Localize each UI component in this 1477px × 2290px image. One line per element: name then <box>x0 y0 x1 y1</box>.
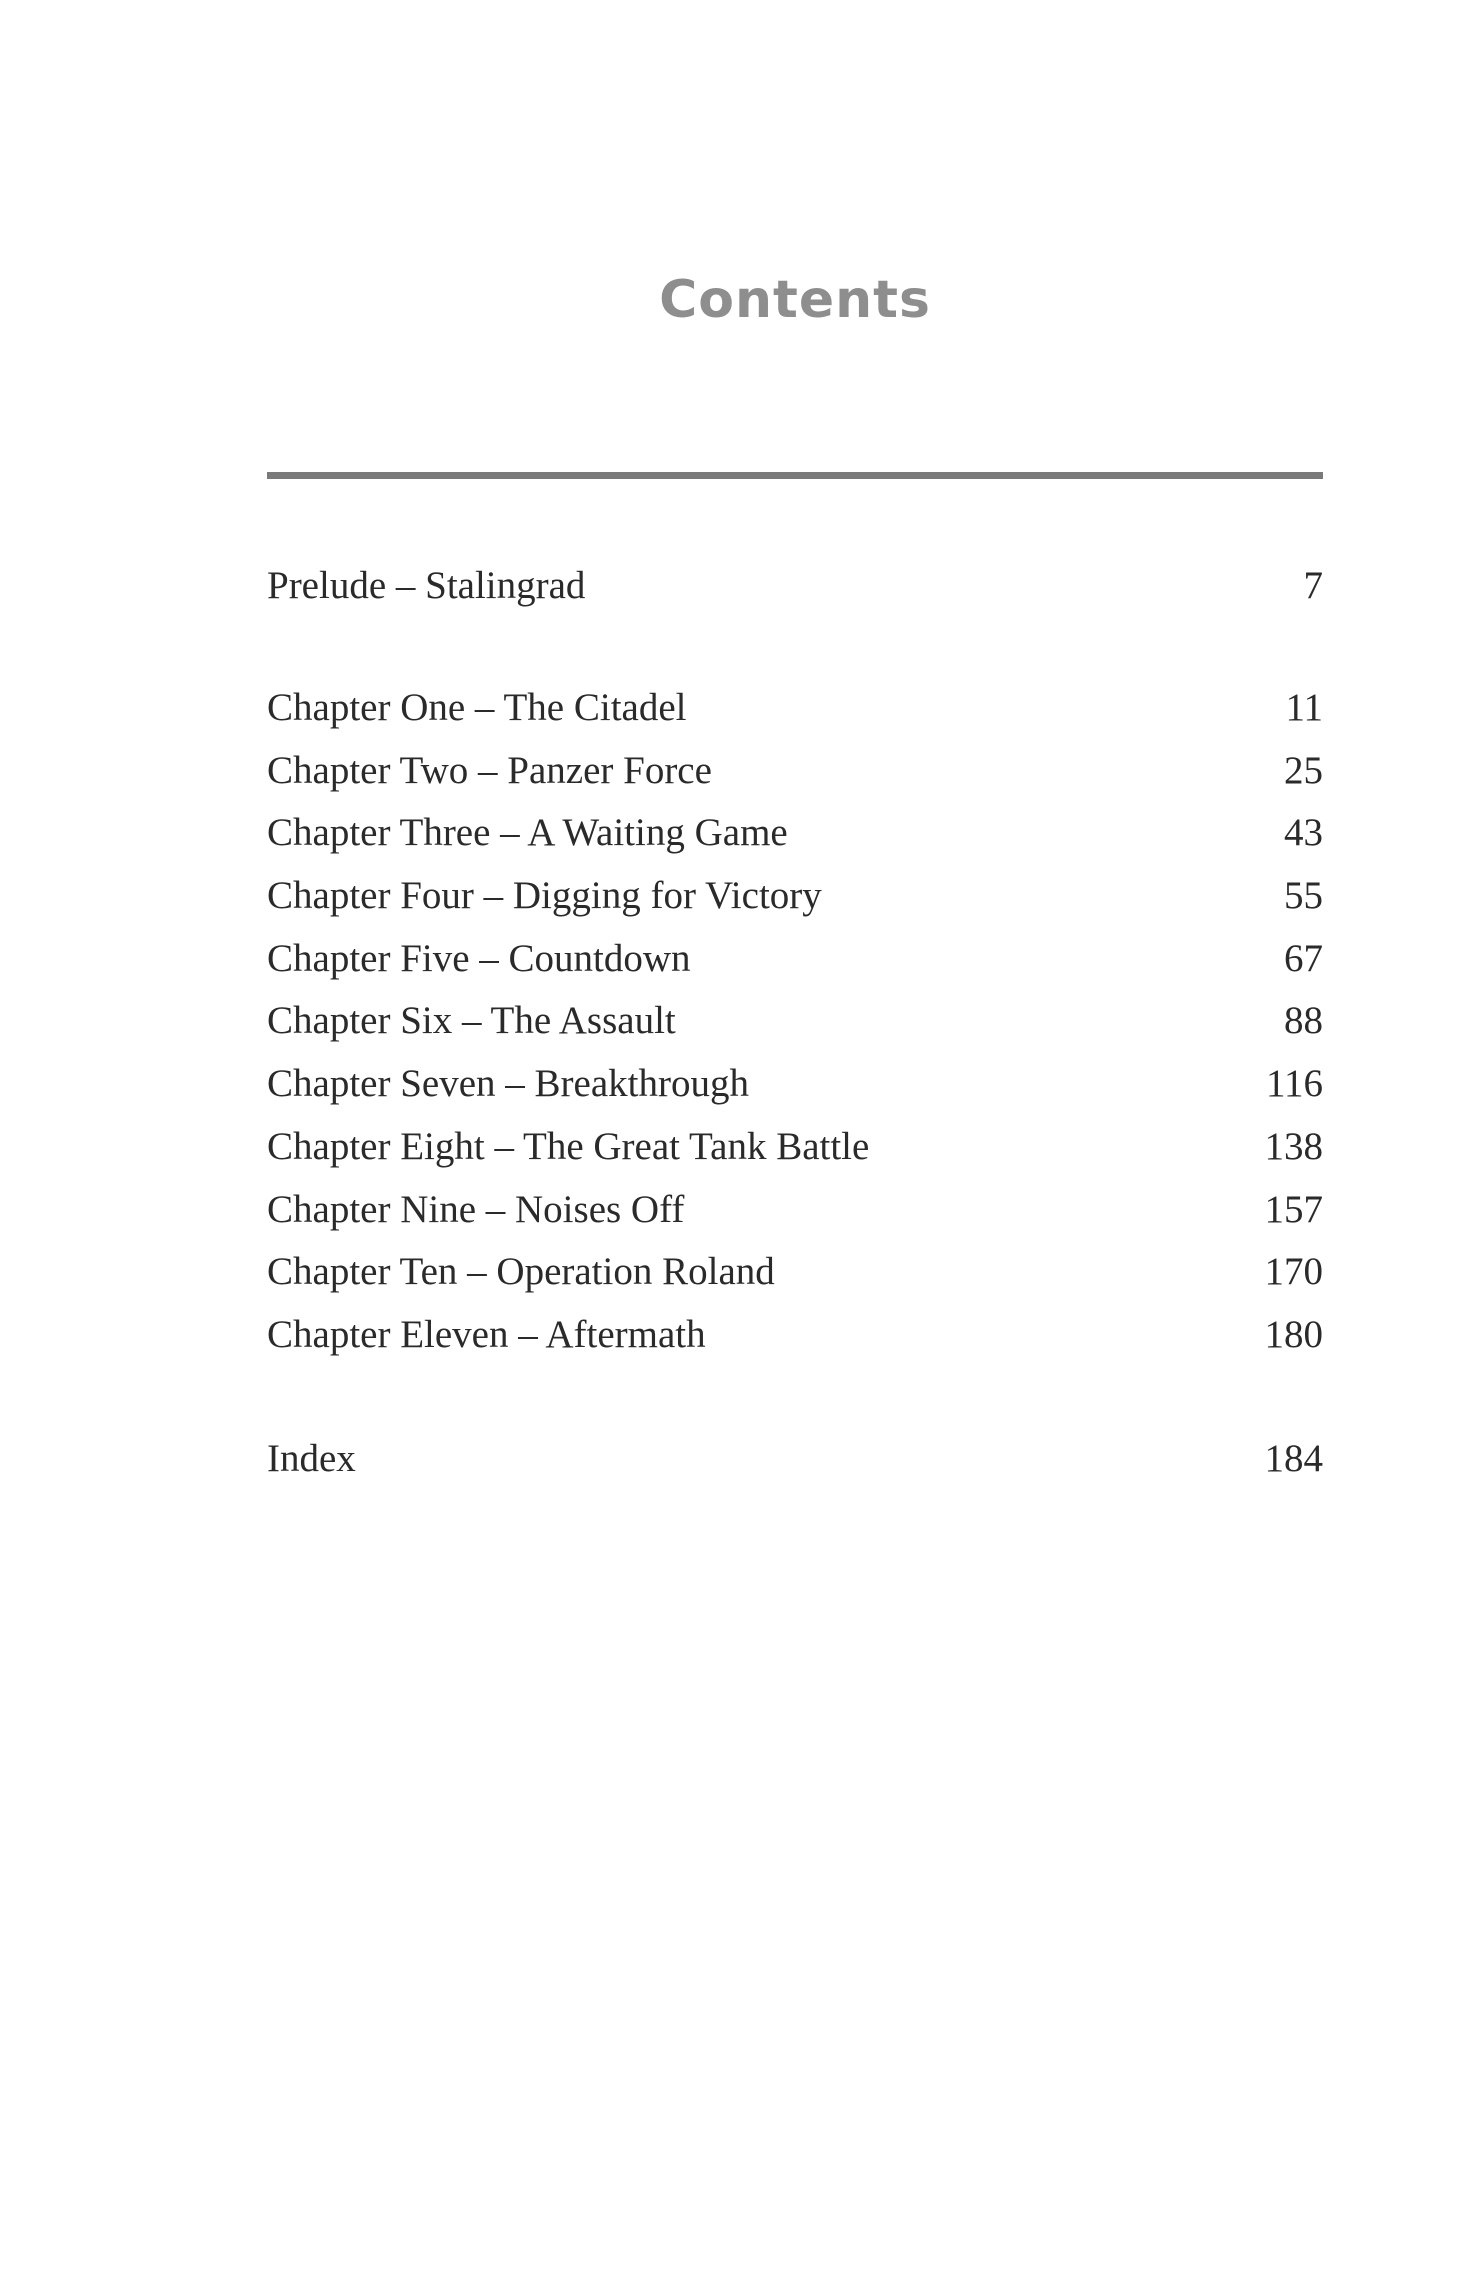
toc-entry <box>267 677 1323 740</box>
toc-entry-page-number: 116 <box>1265 1062 1323 1106</box>
contents-heading: Contents <box>659 270 931 330</box>
toc-entry <box>267 1053 1323 1116</box>
toc-entry <box>267 928 1323 991</box>
toc-entry <box>267 740 1323 803</box>
toc-entry-title: Chapter Five – Countdown <box>267 936 691 980</box>
toc-entry <box>267 802 1323 865</box>
toc-entry-page-number: 170 <box>1264 1250 1323 1294</box>
toc-entry-title: Chapter Eight – The Great Tank Battle <box>267 1124 870 1168</box>
toc-entry-title: Chapter Eleven – Aftermath <box>267 1312 706 1356</box>
toc-entry-page-number: 88 <box>1284 999 1323 1043</box>
toc-entry-page-number: 157 <box>1264 1187 1323 1231</box>
heading-divider <box>267 472 1323 479</box>
toc-entry-page-number: 184 <box>1264 1437 1323 1480</box>
toc-entry-page-number: 25 <box>1284 748 1323 792</box>
toc-entry-title: Chapter Three – A Waiting Game <box>267 811 788 855</box>
toc-entry-page-number: 138 <box>1264 1124 1323 1168</box>
toc-entry-page-number: 67 <box>1284 936 1323 980</box>
toc-entry <box>267 865 1323 928</box>
toc-entry <box>267 1304 1323 1367</box>
toc-entry-title: Chapter Ten – Operation Roland <box>267 1250 775 1294</box>
toc-prelude-section <box>267 555 1323 618</box>
toc-entry-title: Chapter One – The Citadel <box>267 686 687 729</box>
toc-entry-page-number: 180 <box>1264 1312 1323 1356</box>
toc-entry <box>267 1179 1323 1242</box>
toc-chapters-section <box>267 677 1323 1367</box>
toc-entry-title: Chapter Two – Panzer Force <box>267 748 712 792</box>
toc-entry-title: Chapter Four – Digging for Victory <box>267 874 822 918</box>
toc-entry-page-number: 43 <box>1284 811 1323 855</box>
toc-entry-title: Chapter Seven – Breakthrough <box>267 1062 749 1106</box>
toc-entry-title: Prelude – Stalingrad <box>267 564 586 607</box>
toc-entry-title: Index <box>267 1437 356 1480</box>
toc-entry-page-number: 7 <box>1303 564 1323 607</box>
toc-entry-page-number: 11 <box>1285 686 1323 729</box>
toc-entry <box>267 555 1323 618</box>
toc-entry-title: Chapter Six – The Assault <box>267 999 676 1043</box>
toc-entry-title: Chapter Nine – Noises Off <box>267 1187 685 1231</box>
toc-entry-page-number: 55 <box>1284 874 1323 918</box>
toc-entry <box>267 1428 1323 1491</box>
toc-entry <box>267 990 1323 1053</box>
toc-entry <box>267 1116 1323 1179</box>
toc-index-section <box>267 1428 1323 1491</box>
toc-entry <box>267 1241 1323 1304</box>
